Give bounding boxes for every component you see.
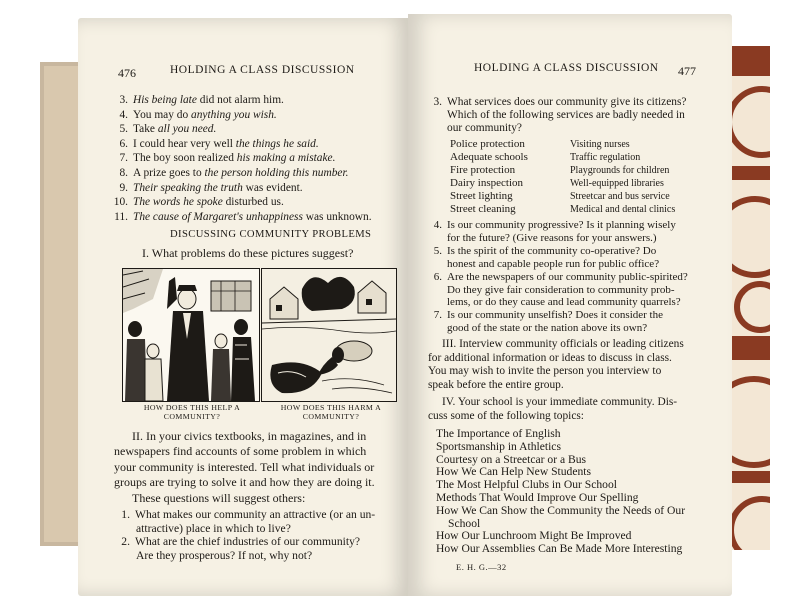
service-item: Adequate schools bbox=[450, 150, 528, 163]
question-line bbox=[118, 535, 360, 548]
service-item: Dairy inspection bbox=[450, 176, 524, 189]
question-line bbox=[447, 232, 657, 245]
sentence-part: all you need. bbox=[157, 123, 217, 136]
question-text: Is our community progressive? Is it planning wisely bbox=[447, 219, 676, 231]
sentence-part: did not alarm him. bbox=[196, 94, 284, 106]
caption-harm: HOW DOES THIS HARM A COMMUNITY? bbox=[280, 403, 382, 421]
topic-item: Courtesy on a Streetcar or a Bus bbox=[436, 452, 587, 466]
item-number: 10. bbox=[113, 196, 128, 209]
paragraph-line: IV. Your school is your immediate community. Dis- bbox=[442, 396, 678, 408]
item-number: 5. bbox=[119, 123, 128, 136]
question-three-line: our community? bbox=[447, 122, 522, 134]
item-number: 4. bbox=[433, 219, 442, 231]
question-text: Do they give fair consideration to community prob- bbox=[447, 283, 675, 296]
question-three-line: Which of the following services are badly needed in bbox=[447, 109, 685, 121]
item-number: 2. bbox=[121, 535, 130, 549]
service-item: Well-equipped libraries bbox=[570, 177, 664, 189]
sentence-part: The words he spoke bbox=[133, 196, 223, 209]
illustration-police-officer bbox=[122, 268, 260, 402]
item-number: 7. bbox=[433, 309, 442, 322]
question-line bbox=[136, 522, 291, 535]
question-text: Are they prosperous? If not, why not? bbox=[136, 548, 313, 562]
item-number: 11. bbox=[114, 210, 128, 223]
topic-item: How We Can Help New Students bbox=[436, 465, 592, 479]
right-page bbox=[408, 14, 732, 596]
item-number: 8. bbox=[119, 167, 128, 179]
question-text: Is the spirit of the community co-operative? Do bbox=[447, 244, 657, 257]
question-text: Is our community unselfish? Does it consider the bbox=[447, 309, 663, 322]
service-item: Playgrounds for children bbox=[570, 164, 670, 176]
sentence-item bbox=[112, 182, 303, 195]
topic-item: Sportsmanship in Athletics bbox=[436, 439, 561, 453]
service-item: Fire protection bbox=[450, 163, 516, 176]
service-item: Visiting nurses bbox=[570, 139, 630, 150]
question-line bbox=[447, 258, 659, 271]
sentence-part: his making a mistake. bbox=[236, 152, 336, 165]
question-text: Are the newspapers of our community public-spirited? bbox=[447, 270, 688, 283]
question-text: attractive) place in which to live? bbox=[136, 521, 291, 535]
sentence-item bbox=[112, 167, 348, 180]
item-number: 6. bbox=[119, 137, 128, 150]
sentence-item bbox=[112, 138, 319, 151]
left-page bbox=[78, 18, 408, 596]
sentence-part: His being late bbox=[133, 94, 197, 106]
running-header: HOLDING A CLASS DISCUSSION bbox=[170, 64, 355, 76]
item-number: 1. bbox=[121, 508, 130, 521]
sentence-part: The boy soon realized bbox=[133, 152, 237, 165]
sentence-item bbox=[112, 94, 284, 107]
sentence-part: was evident. bbox=[242, 181, 303, 194]
service-item: Police protection bbox=[450, 138, 525, 150]
sentence-part: Their speaking the truth bbox=[133, 181, 243, 194]
item-number: 5. bbox=[433, 244, 442, 257]
question-text: honest and capable people run for public office? bbox=[447, 257, 660, 270]
sentence-item bbox=[112, 123, 216, 136]
service-item: Street cleaning bbox=[450, 202, 516, 215]
paragraph-line: groups are trying to solve it and how they are doing it. bbox=[114, 475, 375, 490]
section-title: DISCUSSING COMMUNITY PROBLEMS bbox=[170, 229, 372, 240]
topic-item: The Importance of English bbox=[436, 427, 561, 440]
sentence-part: A prize goes to bbox=[133, 167, 205, 179]
topic-item: The Most Helpful Clubs in Our School bbox=[436, 478, 617, 492]
paragraph-line: speak before the entire group. bbox=[428, 378, 564, 391]
paragraph-line: III. Interview community officials or leading citizens bbox=[442, 338, 684, 350]
question-text: What makes our community an attractive (or an un- bbox=[135, 508, 376, 521]
sentence-part: You may do bbox=[133, 108, 192, 121]
service-item: Street lighting bbox=[450, 189, 513, 202]
caption-help: HOW DOES THIS HELP A COMMUNITY? bbox=[143, 403, 241, 421]
page-number: 476 bbox=[118, 66, 136, 80]
question-line bbox=[447, 284, 675, 297]
sentence-item bbox=[112, 211, 372, 224]
police-officer-drawing bbox=[123, 269, 259, 401]
question-line bbox=[136, 549, 312, 562]
sentence-part: the things he said. bbox=[235, 137, 319, 150]
paragraph-line: your community is interested. Tell what individuals or bbox=[114, 459, 375, 474]
sentence-item bbox=[112, 196, 284, 209]
illustration-sewage-pipe bbox=[261, 268, 397, 402]
topic-item: School bbox=[448, 516, 481, 530]
question-three: 3. What services does our community give its citizens? bbox=[433, 96, 687, 108]
question-line bbox=[447, 296, 681, 309]
topic-item: How Our Lunchroom Might Be Improved bbox=[436, 529, 632, 543]
question-line bbox=[118, 508, 375, 521]
paragraph-line: You may wish to invite the person you interview to bbox=[428, 365, 662, 378]
question-line bbox=[430, 271, 688, 284]
service-item: Traffic regulation bbox=[570, 151, 641, 163]
paragraph-line: for additional information or ideas to discuss in class. bbox=[428, 351, 672, 364]
item-number: 9. bbox=[119, 181, 128, 194]
question-line bbox=[447, 322, 647, 335]
paragraph-line: II. In your civics textbooks, in magazines, and in bbox=[132, 429, 367, 443]
paragraph-line: newspapers find accounts of some problem in which bbox=[114, 444, 367, 459]
question-text: for the future? (Give reasons for your answers.) bbox=[447, 231, 657, 244]
sentence-part: Take bbox=[133, 123, 158, 136]
running-header: HOLDING A CLASS DISCUSSION bbox=[474, 62, 659, 74]
sentence-part: anything you wish. bbox=[191, 108, 277, 121]
topic-item: How Our Assemblies Can Be Made More Interesting bbox=[436, 542, 683, 556]
sewage-pipe-drawing bbox=[262, 269, 396, 401]
sentence-item bbox=[112, 109, 277, 122]
item-number: 6. bbox=[433, 270, 442, 283]
question-text: lems, or do they cause and lead community quarrels? bbox=[447, 296, 681, 309]
item-number: 7. bbox=[119, 152, 128, 165]
sentence-item bbox=[112, 152, 335, 165]
sentence-part: was unknown. bbox=[302, 210, 372, 223]
item-number: 3. bbox=[119, 94, 128, 106]
sentence-part: I could hear very well bbox=[133, 137, 236, 150]
sentence-part: The cause of Margaret's unhappiness bbox=[133, 210, 303, 223]
topic-item: Methods That Would Improve Our Spelling bbox=[436, 491, 639, 504]
question-line bbox=[430, 309, 663, 322]
item-number: 4. bbox=[119, 108, 128, 121]
paragraph-line: cuss some of the following topics: bbox=[428, 409, 584, 422]
topic-item: How We Can Show the Community the Needs of Our bbox=[436, 503, 686, 517]
service-item: Streetcar and bus service bbox=[570, 190, 670, 202]
service-item: Medical and dental clinics bbox=[570, 203, 676, 215]
question-line bbox=[430, 245, 656, 258]
sentence-part: disturbed us. bbox=[222, 196, 284, 209]
printer-signature: E. H. G.—32 bbox=[456, 562, 507, 572]
paragraph-line: These questions will suggest others: bbox=[132, 490, 306, 505]
page-number: 477 bbox=[678, 64, 696, 78]
question-line bbox=[430, 219, 676, 232]
question-text: What are the chief industries of our community? bbox=[135, 535, 361, 549]
question-one: I. What problems do these pictures suggest? bbox=[142, 246, 354, 260]
sentence-part: the person holding this number. bbox=[204, 167, 349, 179]
question-text: good of the state or the nation above its own? bbox=[447, 322, 648, 335]
